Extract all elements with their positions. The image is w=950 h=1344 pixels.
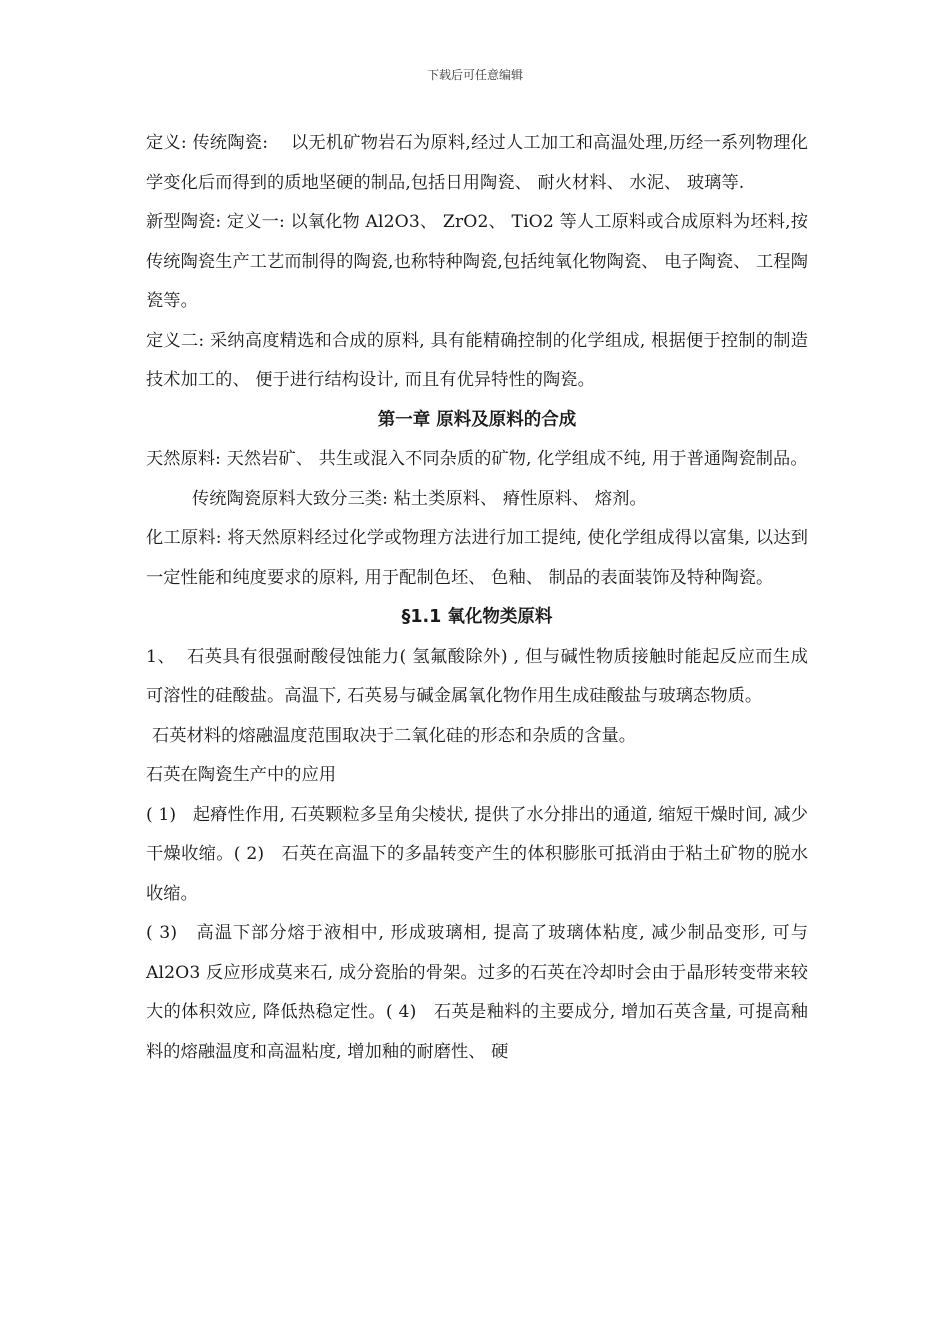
document-body [146, 124, 814, 1072]
paragraph-new-ceramics-definition-one: 新型陶瓷: 定义一: 以氧化物 Al2O3、 ZrO2、 TiO2 等人工原料或合成原料为坯料,按传统陶瓷生产工艺而制得的陶瓷,也称特种陶瓷,包括纯氧化物陶瓷、 电子陶瓷、 工程陶瓷等。 [146, 212, 808, 311]
paragraph-traditional-raw-material-classes: 传统陶瓷原料大致分三类: 粘土类原料、 瘠性原料、 熔剂。 [192, 488, 647, 509]
paragraph-quartz-properties: 1、 石英具有很强耐酸侵蚀能力( 氢氟酸除外) , 但与碱性物质接触时能起反应而生成可溶性的硅酸盐。高温下, 石英易与碱金属氧化物作用生成硅酸盐与玻璃态物质。 [146, 646, 808, 706]
paragraph-quartz-applications-heading: 石英在陶瓷生产中的应用 [146, 765, 337, 785]
paragraph-new-ceramics-definition-two: 定义二: 采纳高度精选和合成的原料, 具有能精确控制的化学组成, 根据便于控制的制造技术加工的、 便于进行结构设计, 而且有优异特性的陶瓷。 [146, 330, 808, 390]
paragraph-quartz-applications-1-2: ( 1) 起瘠性作用, 石英颗粒多呈角尖棱状, 提供了水分排出的通道, 缩短干燥时间, 减少干燥收缩。( 2) 石英在高温下的多晶转变产生的体积膨胀可抵消由于粘土矿物的脱水收缩。 [146, 804, 808, 904]
paragraph-traditional-ceramics-definition: 定义: 传统陶瓷: 以无机矿物岩石为原料,经过人工加工和高温处理,历经一系列物理化学变化后而得到的质地坚硬的制品,包括日用陶瓷、 耐火材料、 水泥、 玻璃等. [146, 133, 808, 193]
paragraph-quartz-melting-range: 石英材料的熔融温度范围取决于二氧化硅的形态和杂质的含量。 [152, 725, 637, 746]
paragraph-chemical-raw-materials: 化工原料: 将天然原料经过化学或物理方法进行加工提纯, 使化学组成得以富集, 以达到一定性能和纯度要求的原料, 用于配制色坯、 色釉、 制品的表面装饰及特种陶瓷。 [146, 528, 808, 588]
paragraph-quartz-applications-3-4: ( 3) 高温下部分熔于液相中, 形成玻璃相, 提高了玻璃体粘度, 减少制品变形, 可与 Al2O3 反应形成莫来石, 成分瓷胎的骨架。过多的石英在冷却时会由于晶形转变带来较大的体积效应, 降低热稳定性。( 4) 石英是釉料的主要成分, 增加石英含量, 可提高釉料的熔融温度和高温粘度, 增加釉的耐磨性、 硬 [146, 923, 814, 1062]
paragraph-natural-raw-materials: 天然原料: 天然岩矿、 共生或混入不同杂质的矿物, 化学组成不纯, 用于普通陶瓷制品。 [146, 449, 808, 469]
section-title: §1.1 氧化物类原料 [401, 607, 553, 627]
page-header-note: 下载后可任意编辑 [426, 68, 523, 82]
chapter-title: 第一章 原料及原料的合成 [377, 409, 577, 430]
